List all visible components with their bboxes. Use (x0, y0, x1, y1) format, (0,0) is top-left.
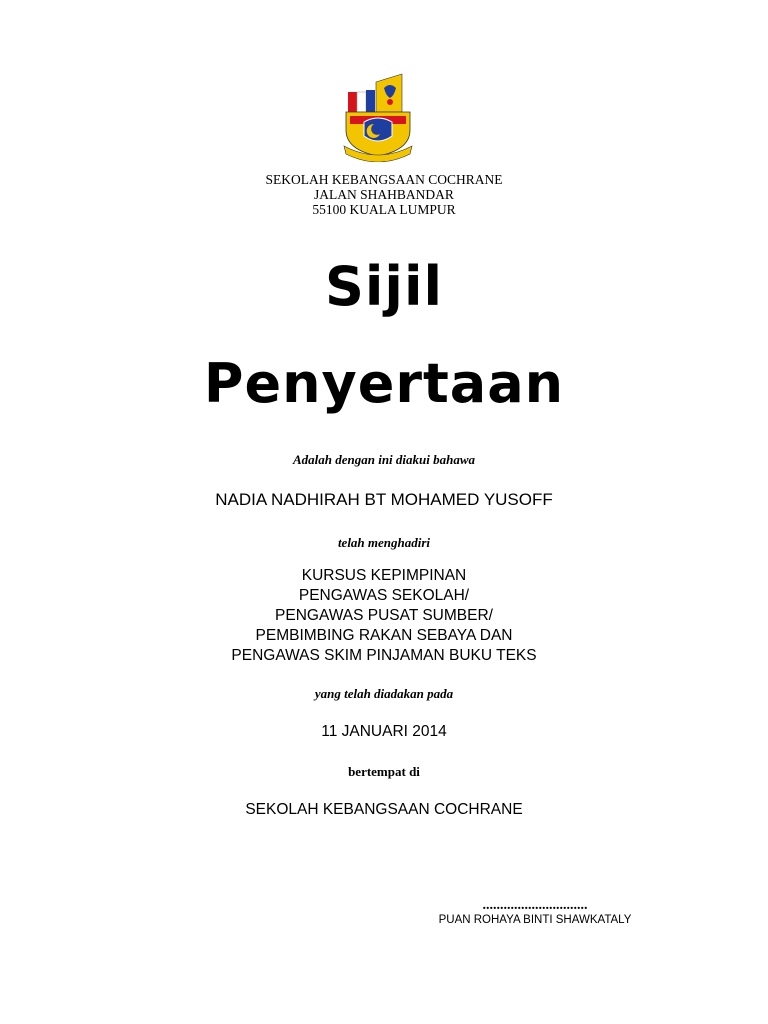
recipient-name: NADIA NADHIRAH BT MOHAMED YUSOFF (215, 490, 553, 509)
school-crest-logo (336, 72, 420, 162)
intro-text: Adalah dengan ini diakui bahawa (292, 452, 476, 467)
school-name: SEKOLAH KEBANGSAAN COCHRANE (265, 172, 503, 187)
venue-name: SEKOLAH KEBANGSAAN COCHRANE (245, 801, 523, 818)
attended-label: telah menghadiri (337, 535, 431, 550)
crest-flag-blue (366, 90, 375, 112)
course-line-3: PENGAWAS PUSAT SUMBER/ (275, 607, 493, 624)
signature-line: .............................. (482, 898, 588, 913)
crest-flag-white (357, 92, 366, 112)
course-title (0, 566, 768, 666)
crest-flag-red (348, 92, 357, 112)
school-address-line-2: 55100 KUALA LUMPUR (312, 202, 456, 217)
held-label: yang telah diadakan pada (314, 686, 454, 701)
certificate-title-line-2: Penyertaan (203, 352, 565, 415)
course-line-4: PEMBIMBING RAKAN SEBAYA DAN (255, 627, 513, 644)
crest-emblem-dot (387, 99, 393, 105)
signature-block (400, 898, 670, 926)
signer-name: PUAN ROHAYA BINTI SHAWKATALY (438, 914, 632, 926)
school-address-line-1: JALAN SHAHBANDAR (314, 187, 454, 202)
course-line-2: PENGAWAS SEKOLAH/ (298, 587, 470, 604)
venue-label: bertempat di (348, 764, 420, 779)
event-date: 11 JANUARI 2014 (321, 723, 447, 740)
course-line-1: KURSUS KEPIMPINAN (301, 567, 467, 584)
certificate-title-line-1: Sijil (325, 255, 443, 318)
course-line-5: PENGAWAS SKIM PINJAMAN BUKU TEKS (231, 647, 537, 664)
